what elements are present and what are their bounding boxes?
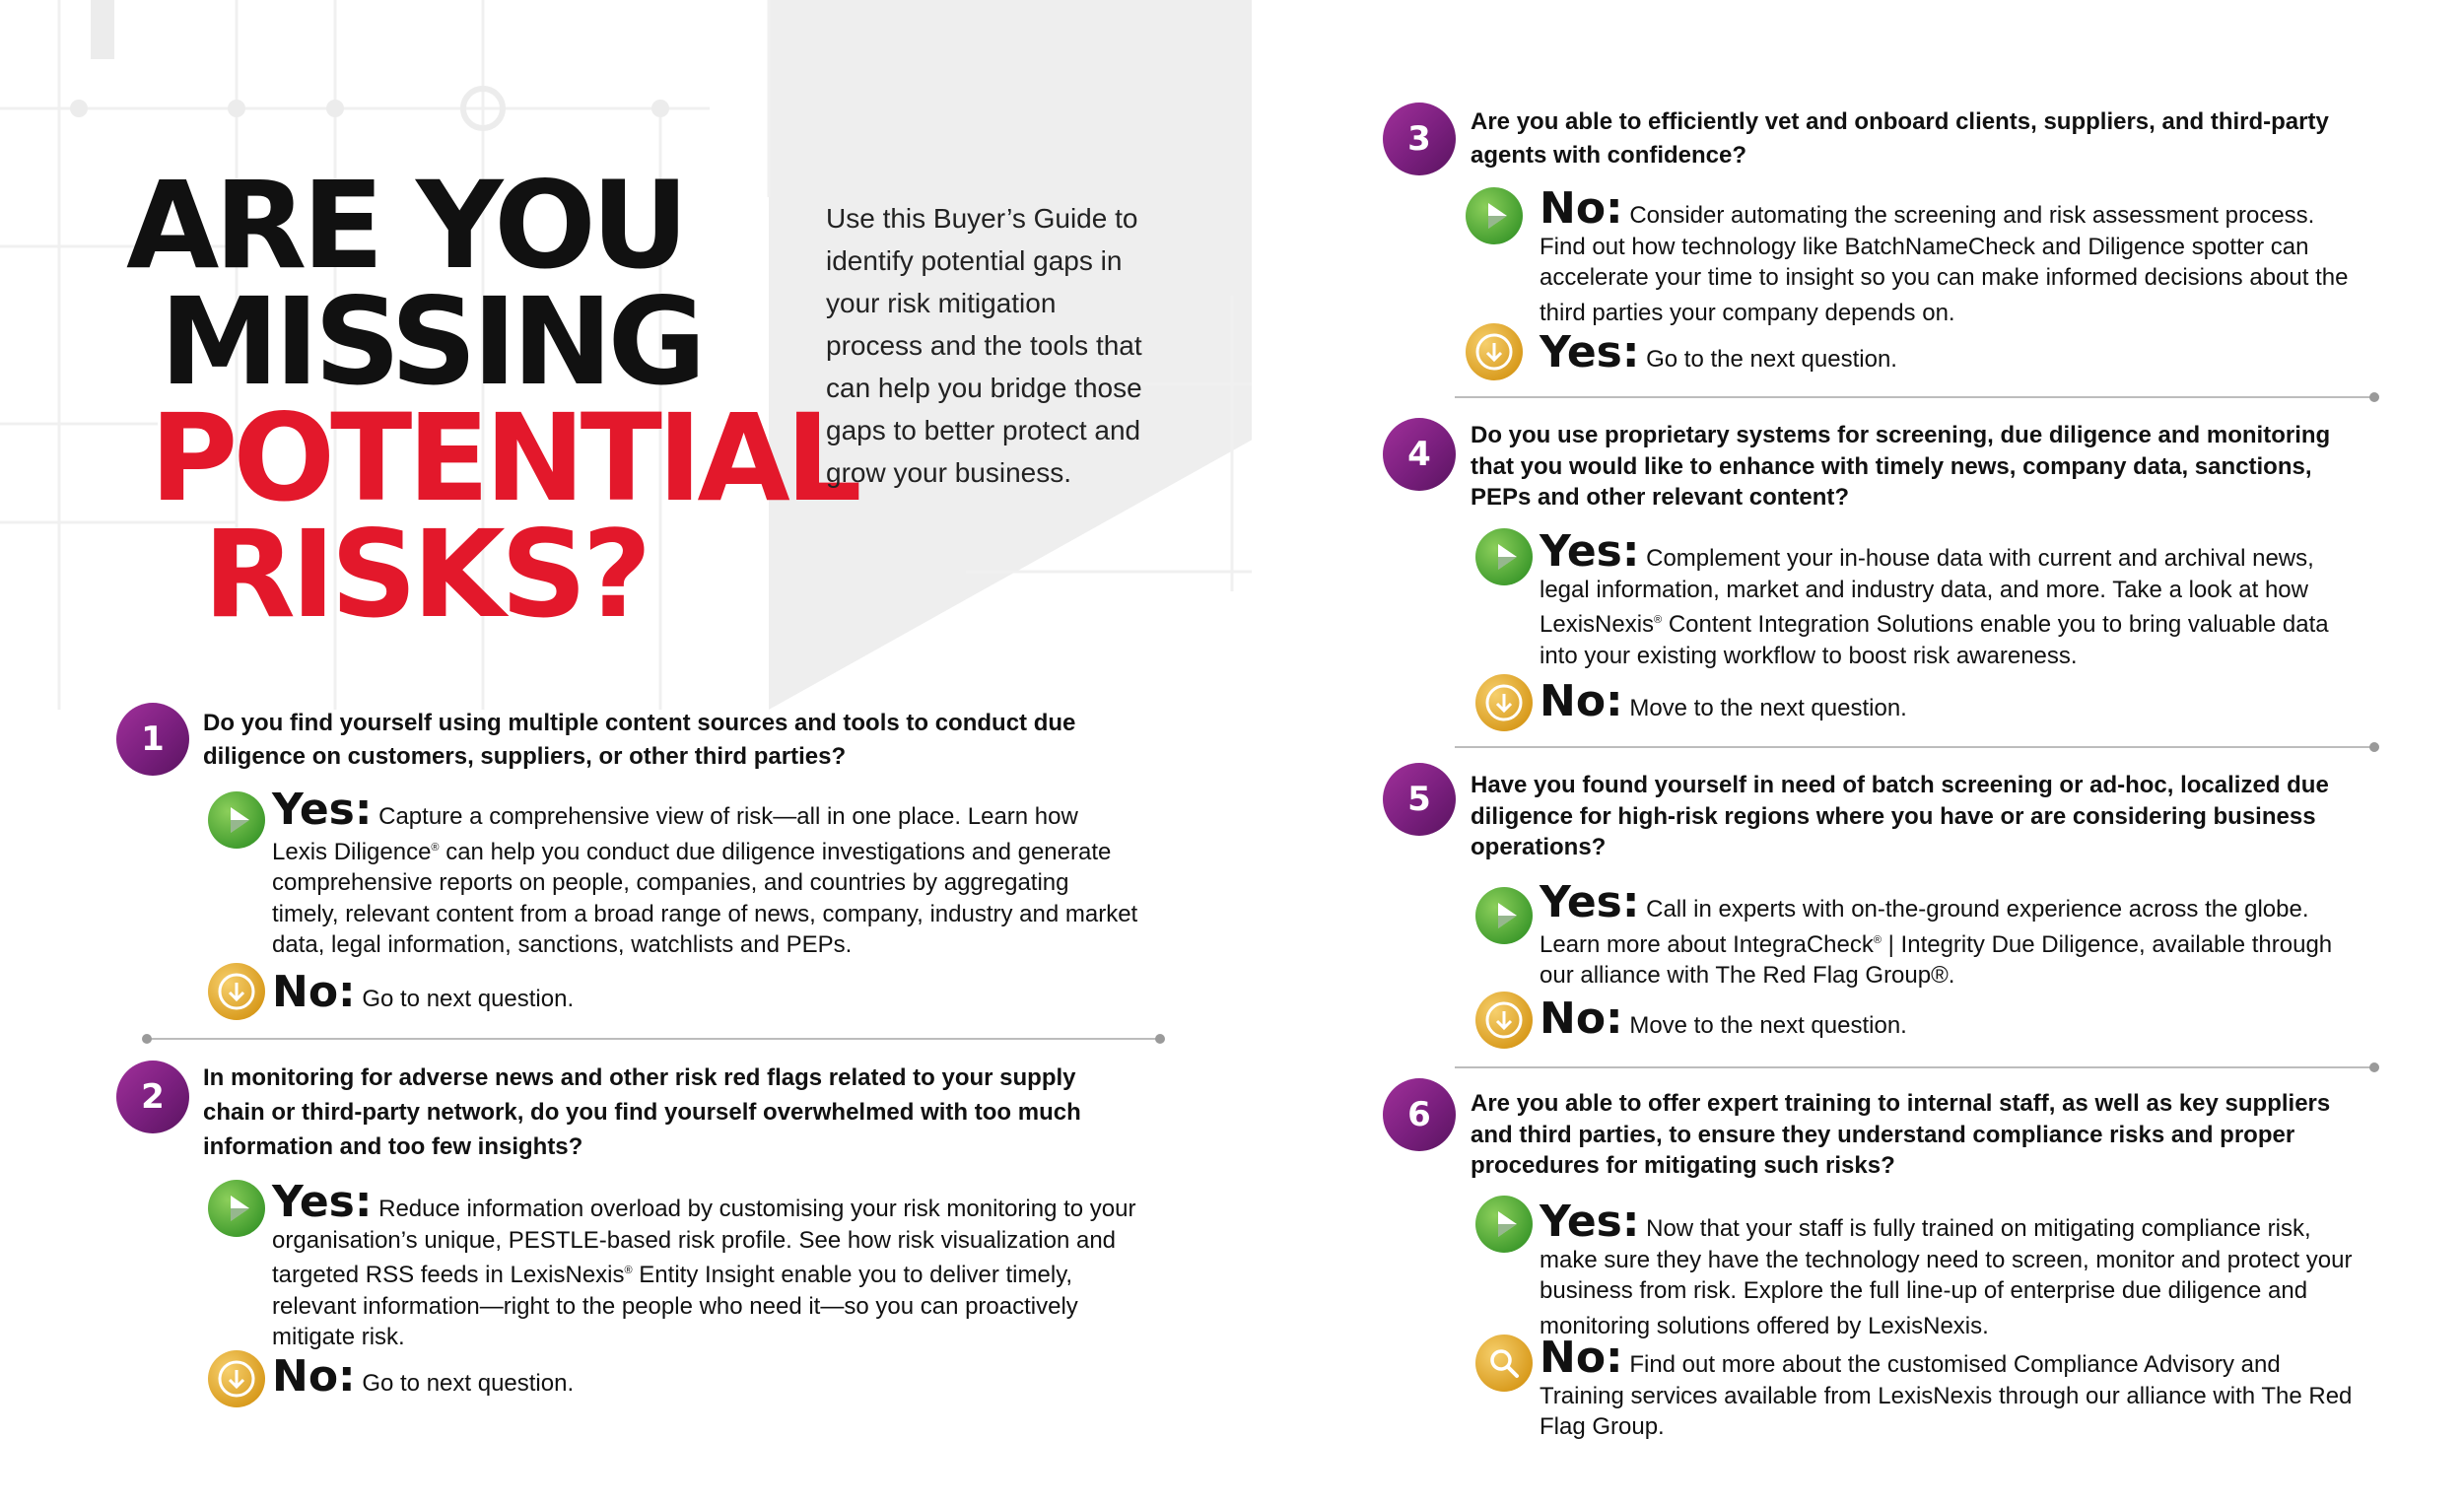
answer-no <box>272 967 1139 1017</box>
registered-mark: ® <box>1654 614 1663 626</box>
main-headline <box>126 156 857 645</box>
headline-line-2: MISSING <box>160 272 702 412</box>
answer-text: Capture a comprehensive view of risk—all in one place. Learn how Lexis Diligence <box>272 803 1078 865</box>
question-number-badge: 3 <box>1383 103 1456 175</box>
question-text: Do you find yourself using multiple content sources and tools to conduct due diligence on customers, suppliers, or other third parties? <box>203 710 1076 770</box>
play-arrow-icon <box>208 791 265 849</box>
intro-paragraph: Use this Buyer’s Guide to identify potential gaps in your risk mitigation process and the tools that can help you bridge those gaps to better protect and grow your business. <box>826 203 1142 488</box>
down-arrow-icon <box>1475 674 1533 731</box>
down-arrow-icon <box>1466 323 1523 380</box>
question-number-badge: 6 <box>1383 1078 1456 1151</box>
play-arrow-icon <box>1475 887 1533 944</box>
answer-text: Go to next question. <box>355 986 575 1012</box>
answer-text-cont: can help you conduct due diligence investigations and generate comprehensive reports on people, companies, and countries by aggregating timely, relevant content from a broad range of news, company, industry and market data, legal information, sanctions, watchlists and PEPs. <box>272 838 1138 958</box>
answer-yes <box>1540 877 2358 992</box>
headline-line-1: ARE YOU <box>126 156 684 296</box>
answer-yes <box>272 785 1139 961</box>
answer-label: No: <box>272 1351 356 1402</box>
answer-text: Reduce information overload by customising your risk monitoring to your organisation’s unique, PESTLE-based risk profile. See how risk visualization and targeted RSS feeds in LexisNexis <box>272 1196 1136 1288</box>
registered-mark: ® <box>624 1265 633 1276</box>
answer-yes <box>1540 526 2358 671</box>
question-text: Have you found yourself in need of batch screening or ad-hoc, localized due diligence for high-risk regions where you have or are considering business operations? <box>1471 772 2329 860</box>
answer-yes <box>272 1177 1139 1353</box>
question-number-badge: 1 <box>116 703 189 776</box>
answer-no <box>1540 993 2358 1044</box>
question-text: Are you able to offer expert training to internal staff, as well as key suppliers and third parties, to ensure they understand compliance risks and proper procedures for mitigating such risks? <box>1471 1090 2331 1179</box>
divider <box>1455 746 2375 748</box>
answer-label: Yes: <box>272 785 373 835</box>
answer-text: Go to next question. <box>355 1370 575 1397</box>
answer-label: No: <box>1540 183 1623 234</box>
down-arrow-icon <box>208 963 265 1020</box>
answer-label: Yes: <box>1540 1197 1640 1247</box>
answer-text: Go to the next question. <box>1639 346 1897 373</box>
answer-text: Move to the next question. <box>1622 695 1907 721</box>
answer-text: Now that your staff is fully trained on mitigating compliance risk, make sure they have the technology need to screen, monitor and protect your business from risk. Explore the full line-up of enterprise due diligence and monitoring solutions offered by LexisNexis. <box>1540 1215 2353 1339</box>
answer-label: No: <box>1540 1333 1623 1383</box>
answer-label: Yes: <box>1540 526 1640 577</box>
question-text: Are you able to efficiently vet and onboard clients, suppliers, and third-party agents with confidence? <box>1471 108 2329 169</box>
answer-text-cont: Entity Insight enable you to deliver timely, relevant information—right to the people who need it—so you can proactively mitigate risk. <box>272 1262 1078 1350</box>
play-arrow-icon <box>208 1180 265 1237</box>
question-text: Do you use proprietary systems for screening, due diligence and monitoring that you would like to enhance with timely news, company data, sanctions, PEPs and other relevant content? <box>1471 422 2331 511</box>
play-arrow-icon <box>1466 187 1523 244</box>
play-arrow-icon <box>1475 528 1533 585</box>
magnifier-icon <box>1475 1335 1533 1392</box>
question-text: In monitoring for adverse news and other risk red flags related to your supply chain or third-party network, do you find yourself overwhelmed with too much information and too few insights? <box>203 1064 1081 1160</box>
answer-text: Complement your in-house data with current and archival news, legal information, market and industry data, and more. Take a look at how LexisNexis <box>1540 545 2314 638</box>
answer-first <box>1540 183 2358 328</box>
registered-mark: ® <box>431 841 440 854</box>
divider <box>1455 1066 2375 1068</box>
down-arrow-icon <box>1475 992 1533 1049</box>
answer-label: No: <box>272 967 356 1017</box>
answer-label: Yes: <box>272 1177 373 1227</box>
answer-label: No: <box>1540 993 1623 1044</box>
headline-line-3: POTENTIAL <box>150 388 857 528</box>
answer-label: No: <box>1540 676 1623 726</box>
answer-yes <box>1540 1197 2358 1341</box>
headline-line-4: RISKS? <box>203 505 648 645</box>
answer-no <box>1540 676 2358 726</box>
answer-text-cont: Content Integration Solutions enable you to bring valuable data into your existing workflow to boost risk awareness. <box>1540 611 2329 669</box>
answer-second <box>1540 327 2358 377</box>
answer-no <box>1540 1333 2358 1443</box>
answer-text-cont: | Integrity Due Diligence, available through our alliance with The Red Flag Group®. <box>1540 930 2333 989</box>
question-number-badge: 4 <box>1383 418 1456 491</box>
play-arrow-icon <box>1475 1196 1533 1253</box>
answer-text: Move to the next question. <box>1622 1012 1907 1039</box>
question-number-badge: 5 <box>1383 763 1456 836</box>
question-number-badge: 2 <box>116 1061 189 1133</box>
answer-text: Find out more about the customised Compliance Advisory and Training services available from LexisNexis through our alliance with The Red Flag Group. <box>1540 1351 2353 1440</box>
registered-mark: ® <box>1873 933 1882 946</box>
answer-text: Call in experts with on-the-ground experience across the globe. Learn more about IntegraCheck <box>1540 896 2309 958</box>
answer-text: Consider automating the screening and risk assessment process. Find out how technology like BatchNameCheck and Diligence spotter can accelerate your time to insight so you can make informed decisions about the third parties your company depends on. <box>1540 202 2349 326</box>
answer-no <box>272 1351 1139 1402</box>
divider <box>146 1038 1161 1040</box>
divider <box>1455 396 2375 398</box>
answer-label: Yes: <box>1540 877 1640 927</box>
down-arrow-icon <box>208 1350 265 1407</box>
answer-label: Yes: <box>1540 327 1640 377</box>
